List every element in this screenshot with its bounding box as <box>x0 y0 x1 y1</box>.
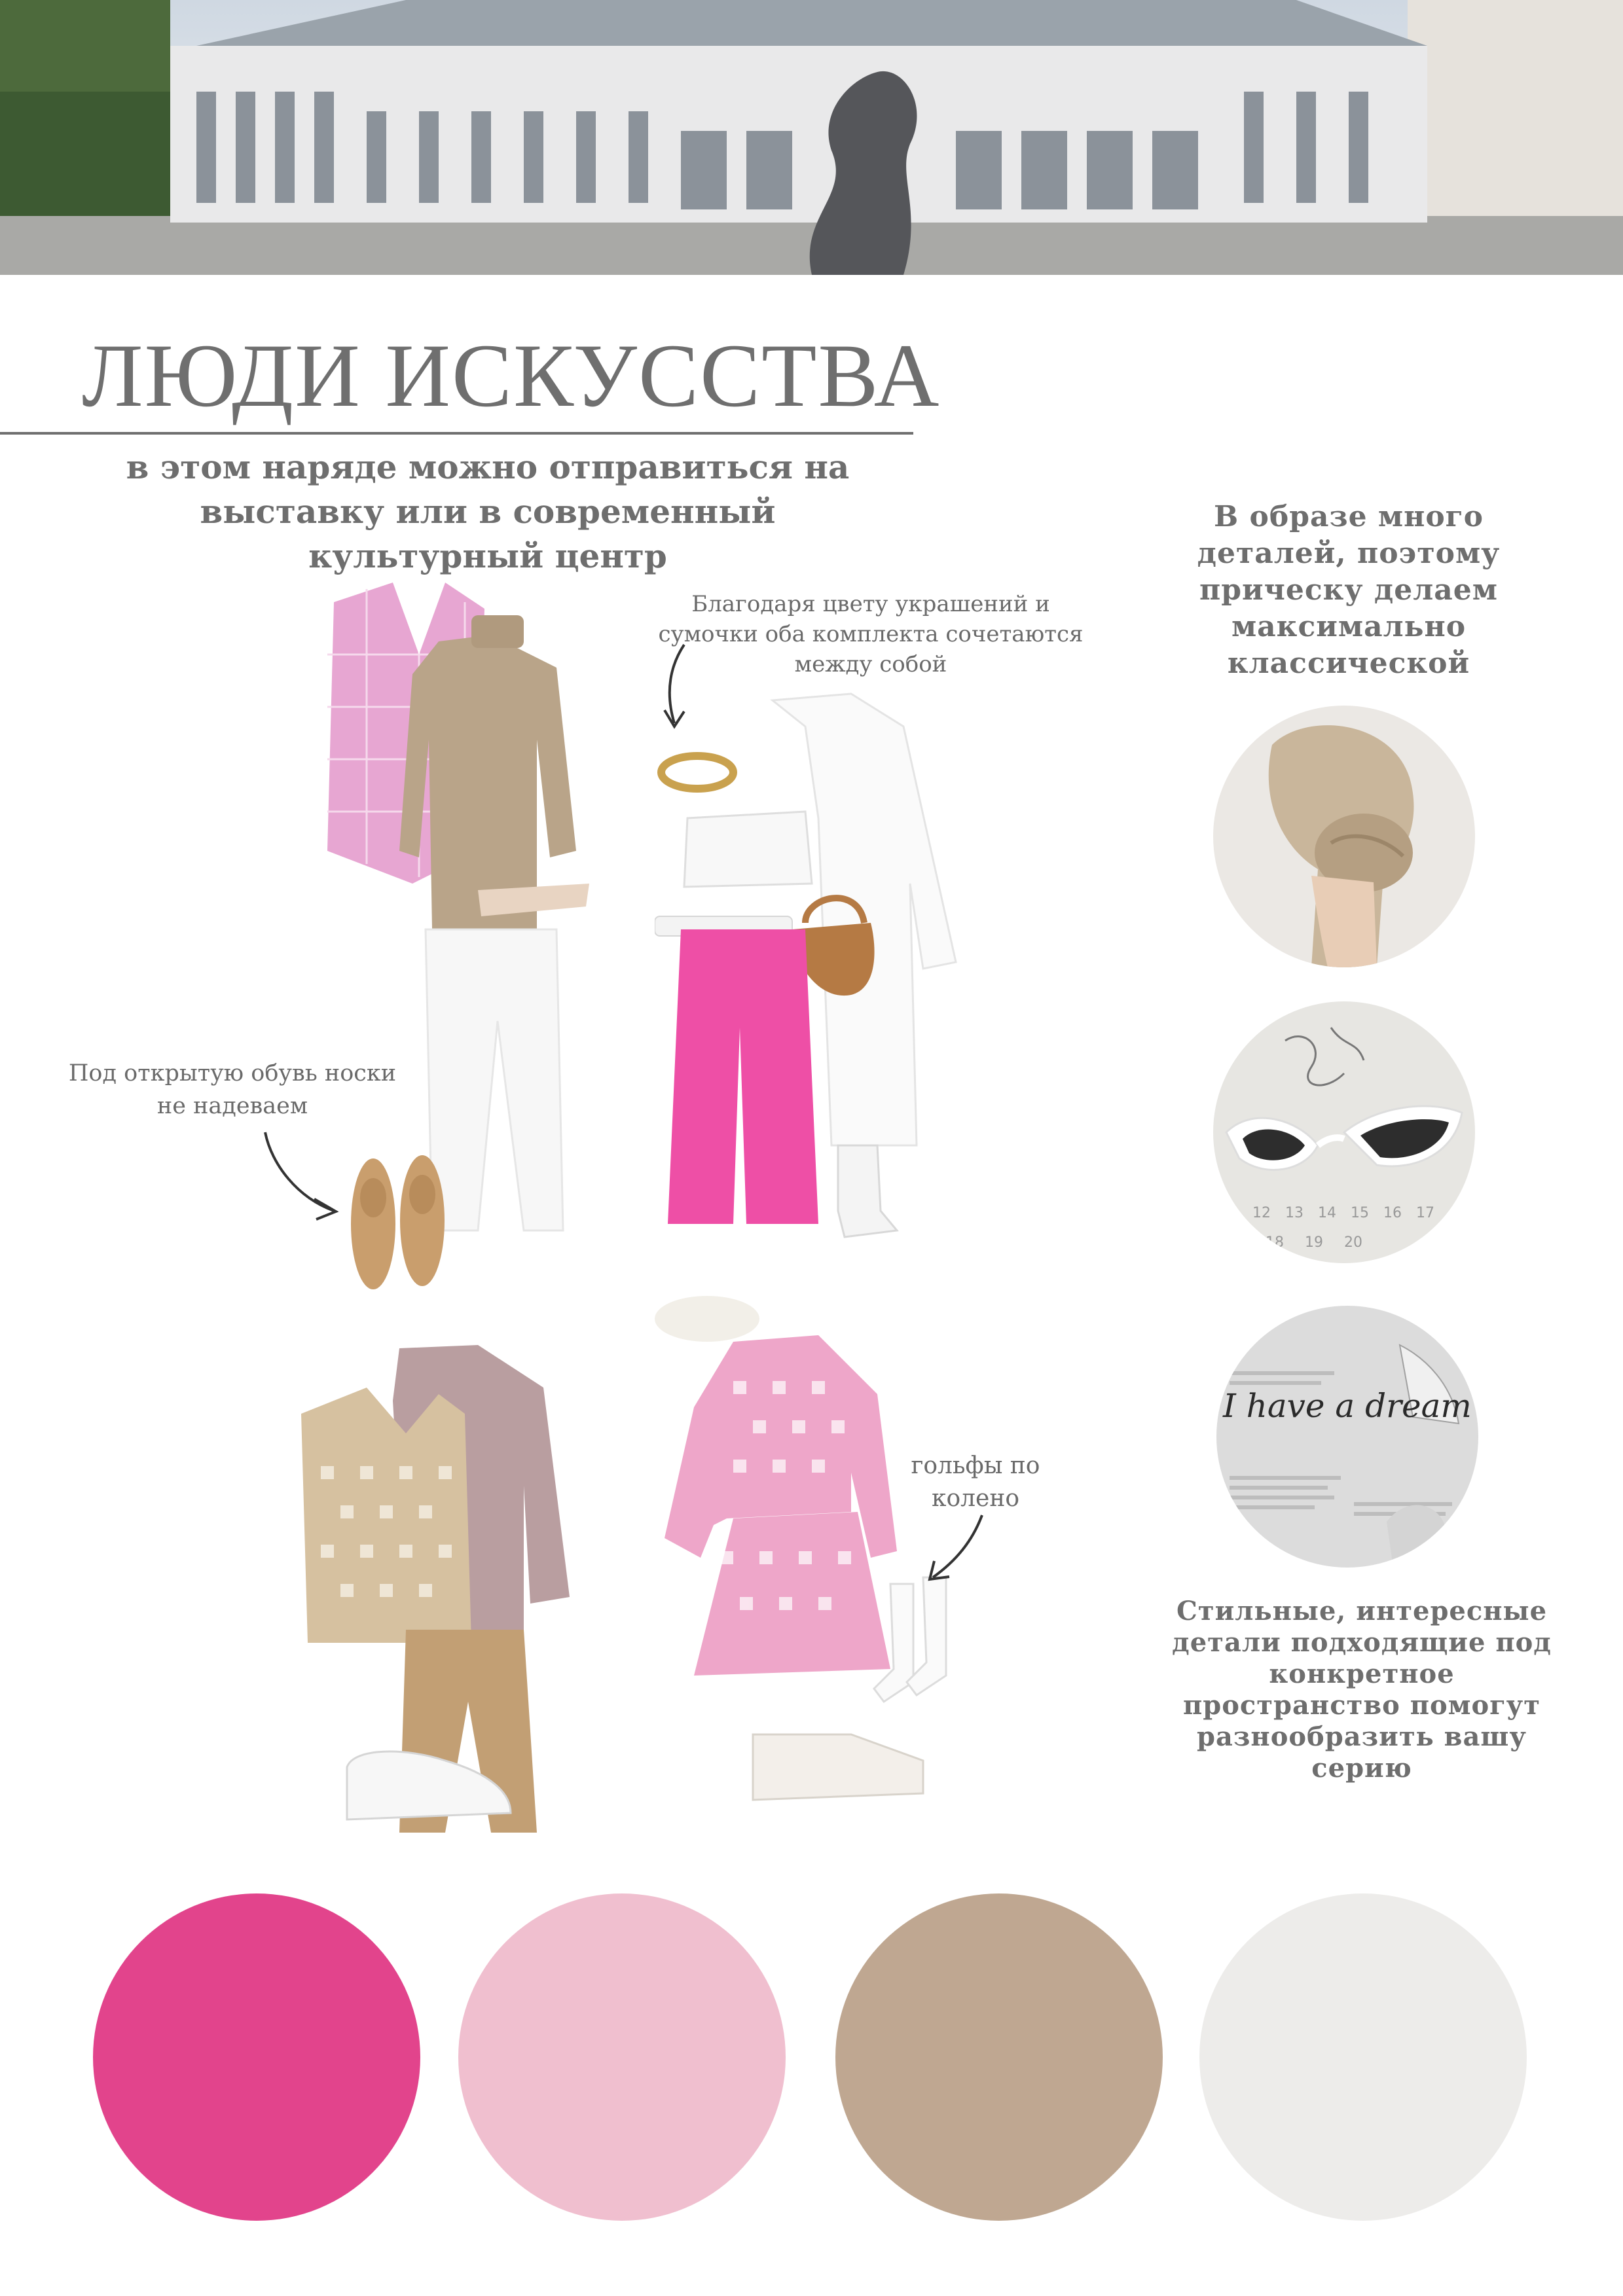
title-underline <box>0 432 913 435</box>
svg-text:18: 18 <box>1266 1234 1284 1251</box>
outfit-women-trench <box>655 687 969 1263</box>
white-boots <box>838 1145 897 1237</box>
loafers <box>340 1152 458 1296</box>
svg-text:13: 13 <box>1285 1205 1304 1221</box>
no-socks-note: Под открытую обувь носки не надеваем <box>68 1060 397 1119</box>
knee-socks-note: гольфы по колено <box>911 1452 1040 1512</box>
svg-text:17: 17 <box>1416 1205 1434 1221</box>
palette-swatch-light-pink <box>458 1893 786 2221</box>
gold-bracelet <box>661 756 733 789</box>
jewelry-note: Благодаря цвету украшений и сумочки оба комплекта сочетаются между собой <box>658 591 1084 677</box>
hair-note: В образе много деталей, поэтому прическу делаем максимально классической <box>1197 500 1501 680</box>
svg-text:12: 12 <box>1252 1205 1271 1221</box>
page-subtitle: в этом наряде можно отправиться на выставку или в современный культурный центр <box>126 448 850 575</box>
sunglasses-icon <box>1213 1001 1475 1263</box>
svg-text:20: 20 <box>1344 1234 1362 1251</box>
svg-text:19: 19 <box>1305 1234 1323 1251</box>
hair-bun-photo <box>1213 706 1475 967</box>
details-note: Стильные, интересные детали подходящие под конкретное пространство помогут разнообразить вашу серию <box>1172 1596 1552 1784</box>
arrow-icon <box>259 1126 344 1224</box>
hair-bun-icon <box>1213 706 1475 967</box>
palette-swatch-off-white <box>1199 1893 1527 2221</box>
outfit-women-houndstooth <box>655 1276 956 1833</box>
newspaper-headline: I have a dream <box>1223 1387 1472 1425</box>
white-top <box>684 812 812 887</box>
newspaper-icon <box>1216 1306 1478 1568</box>
arrow-icon <box>920 1509 992 1587</box>
arrow-icon <box>658 638 697 736</box>
page-title: ЛЮДИ ИСКУССТВА <box>82 325 941 425</box>
svg-text:15: 15 <box>1351 1205 1369 1221</box>
newspaper-photo <box>1216 1306 1478 1568</box>
white-loafers <box>753 1734 923 1800</box>
sunglasses-photo <box>1213 1001 1475 1263</box>
svg-text:14: 14 <box>1318 1205 1336 1221</box>
outfit-men-vest <box>295 1335 609 1859</box>
pink-skirt <box>694 1512 890 1676</box>
svg-text:16: 16 <box>1383 1205 1402 1221</box>
palette-swatch-hot-pink <box>93 1893 420 2221</box>
palette-swatch-beige <box>835 1893 1163 2221</box>
hero-photo-building <box>0 0 1623 275</box>
pink-trousers <box>668 929 818 1224</box>
white-beret <box>655 1296 759 1342</box>
